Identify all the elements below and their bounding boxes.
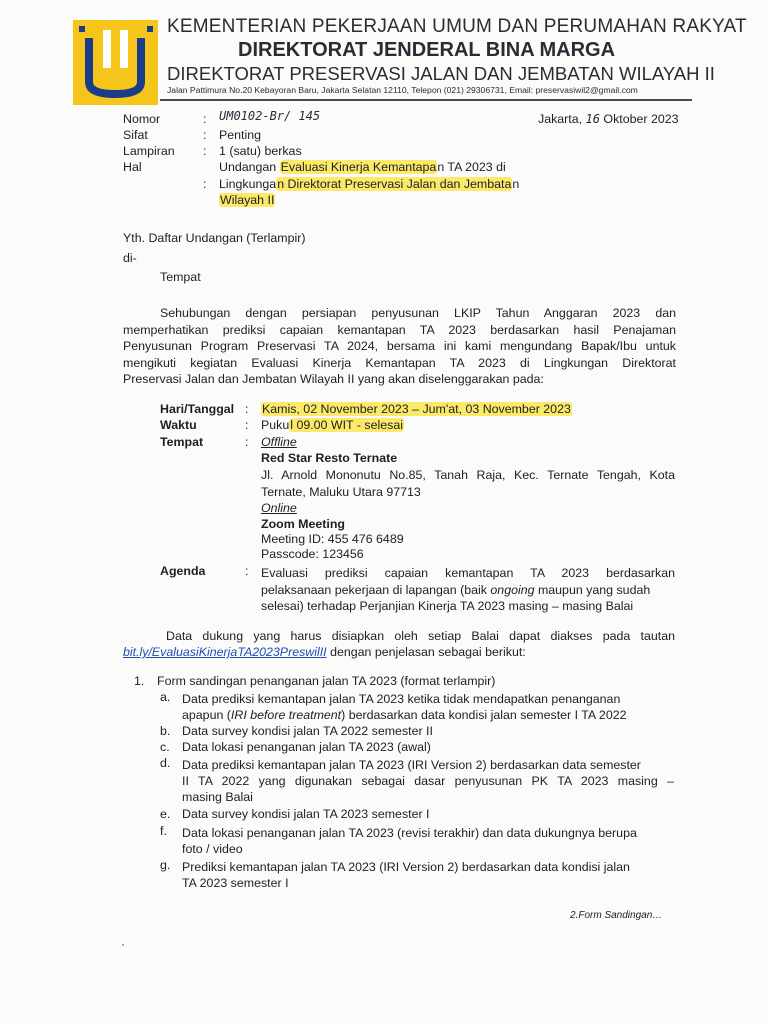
data-link[interactable]: bit.ly/EvaluasiKinerjaTA2023PreswilII: [123, 645, 327, 659]
addressee-line-3: Tempat: [160, 270, 201, 284]
agenda-colon: :: [245, 564, 249, 578]
hari-value: Kamis, 02 November 2023 – Jum'at, 03 November 2023: [262, 402, 571, 416]
continuation-note: 2.Form Sandingan…: [570, 910, 663, 921]
sub-g-marker: g.: [160, 858, 171, 872]
directorate-name: DIREKTORAT PRESERVASI JALAN DAN JEMBATAN WILAYAH II: [167, 63, 715, 84]
office-address: Jalan Pattimura No.20 Kebayoran Baru, Jakarta Selatan 12110, Telepon (021) 29306731, Email: preservasiwil2@gmail.com: [167, 85, 638, 95]
support-line-2: bit.ly/EvaluasiKinerjaTA2023PreswilII dengan penjelasan sebagai berikut:: [123, 645, 526, 659]
sub-b-line-1: Data survey kondisi jalan TA 2022 semester II: [182, 724, 433, 738]
hal-line-3: Wilayah II: [220, 193, 275, 207]
waktu-label: Waktu: [160, 418, 197, 432]
hal-line-2: Lingkungan Direktorat Preservasi Jalan dan Jembatan: [219, 177, 520, 191]
venue-name: Red Star Resto Ternate: [261, 451, 398, 465]
sub-f-line-2: foto / video: [182, 842, 243, 856]
tempat-colon: :: [245, 435, 249, 449]
agenda-line-1: Evaluasi prediksi capaian kemantapan TA 2023 berdasarkan: [261, 566, 675, 580]
offline-label: Offline: [261, 435, 297, 449]
sub-f-line-1: Data lokasi penanganan jalan TA 2023 (revisi terakhir) dan data dukungnya berupa: [182, 826, 637, 840]
para1-line-1: Sehubungan dengan persiapan penyusunan LKIP Tahun Anggaran 2023 dan: [160, 306, 676, 320]
ministry-name: KEMENTERIAN PEKERJAAN UMUM DAN PERUMAHAN RAKYAT: [167, 16, 747, 37]
nomor-value: UM0102-Br/ 145: [219, 109, 321, 123]
directorate-general-name: DIREKTORAT JENDERAL BINA MARGA: [238, 39, 616, 61]
sub-e-line-1: Data survey kondisi jalan TA 2023 semester I: [182, 807, 430, 821]
place-date: Jakarta, 16 Oktober 2023: [538, 112, 679, 126]
sub-c-marker: c.: [160, 740, 170, 754]
addressee-line-2: di-: [123, 251, 137, 265]
sub-d-line-1: Data prediksi kemantapan jalan TA 2023 (IRI Version 2) berdasarkan data semester: [182, 758, 641, 772]
hal-line-1: Undangan Evaluasi Kinerja Kemantapan TA 2023 di: [219, 160, 506, 174]
sub-d-line-3: masing Balai: [182, 790, 253, 804]
sub-g-line-1: Prediksi kemantapan jalan TA 2023 (IRI Version 2) berdasarkan data kondisi jalan: [182, 860, 630, 874]
hal-colon: :: [203, 177, 207, 191]
para1-line-3: Penyusunan Program Preservasi TA 2024, bersama ini kami mengundang Bapak/Ibu untuk: [123, 339, 676, 353]
pupr-logo: [73, 20, 158, 105]
hal-label: Hal: [123, 160, 142, 174]
sub-d-line-2: II TA 2022 yang digunakan sebagai dasar penyusunan PK TA 2023 masing –: [182, 774, 674, 788]
passcode: Passcode: 123456: [261, 547, 364, 561]
sub-f-marker: f.: [160, 824, 167, 838]
sub-a-line-2: apapun (IRI before treatment) berdasarkan data kondisi jalan semester I TA 2022: [182, 708, 627, 722]
para1-line-5: Preservasi Jalan dan Jembatan Wilayah II yang akan diselenggarakan pada:: [123, 372, 544, 386]
lampiran-colon: :: [203, 144, 207, 158]
meeting-id: Meeting ID: 455 476 6489: [261, 532, 404, 546]
sifat-value: Penting: [219, 128, 262, 142]
sub-g-line-2: TA 2023 semester I: [182, 876, 289, 890]
agenda-label: Agenda: [160, 564, 206, 578]
nomor-label: Nomor: [123, 112, 161, 126]
hari-label: Hari/Tanggal: [160, 402, 235, 416]
sub-b-marker: b.: [160, 724, 171, 738]
list-item-1: Form sandingan penanganan jalan TA 2023 (format terlampir): [157, 674, 496, 688]
zoom-name: Zoom Meeting: [261, 517, 345, 531]
waktu-colon: :: [245, 418, 249, 432]
sub-a-line-1: Data prediksi kemantapan jalan TA 2023 ketika tidak mendapatkan penanganan: [182, 692, 621, 706]
venue-address-1: Jl. Arnold Mononutu No.85, Tanah Raja, Kec. Ternate Tengah, Kota: [261, 468, 675, 482]
online-label: Online: [261, 501, 297, 515]
sub-d-marker: d.: [160, 756, 171, 770]
list-number-1: 1.: [134, 674, 145, 688]
lampiran-value: 1 (satu) berkas: [219, 144, 302, 158]
tempat-label: Tempat: [160, 435, 204, 449]
nomor-colon: :: [203, 112, 207, 126]
sub-e-marker: e.: [160, 807, 171, 821]
header-divider: [160, 99, 692, 101]
support-line-1: Data dukung yang harus disiapkan oleh setiap Balai dapat diakses pada tautan: [166, 629, 675, 643]
para1-line-4: mengikuti kegiatan Evaluasi Kinerja Kemantapan TA 2023 di Lingkungan Direktorat: [123, 356, 676, 370]
sub-a-marker: a.: [160, 690, 171, 704]
sub-c-line-1: Data lokasi penanganan jalan TA 2023 (awal): [182, 740, 431, 754]
agenda-line-3: selesai) terhadap Perjanjian Kinerja TA 2023 masing – masing Balai: [261, 599, 634, 613]
lampiran-label: Lampiran: [123, 144, 175, 158]
hari-colon: :: [245, 402, 249, 416]
para1-line-2: memperhatikan prediksi capaian kemantapan TA 2023 berdasarkan hasil Penajaman: [123, 323, 676, 337]
sifat-colon: :: [203, 128, 207, 142]
waktu-value: Pukul 09.00 WIT - selesai: [261, 418, 403, 432]
venue-address-2: Ternate, Maluku Utara 97713: [261, 485, 421, 499]
scan-speck: [122, 944, 124, 946]
addressee-line-1: Yth. Daftar Undangan (Terlampir): [123, 231, 306, 245]
agenda-line-2: pelaksanaan pekerjaan di lapangan (baik ongoing maupun yang sudah: [261, 583, 651, 597]
sifat-label: Sifat: [123, 128, 148, 142]
